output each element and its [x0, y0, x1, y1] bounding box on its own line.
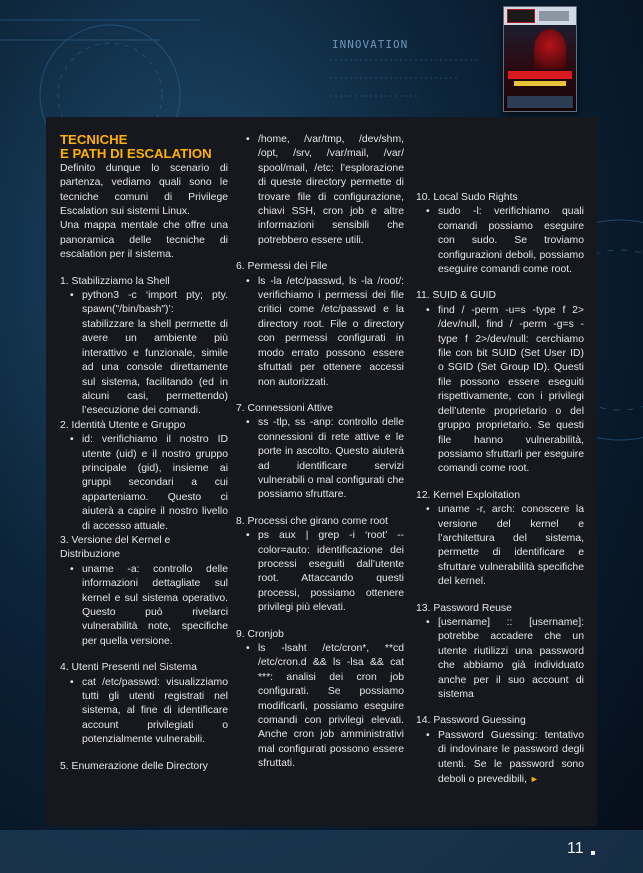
magazine-logo: [507, 9, 535, 23]
section-4-bullet: • cat /etc/passwd: visualizziamo tutti gli utenti registrati nel sistema, al fine di identificare account privilegiati o potenzialmente vulnerabili.: [60, 676, 228, 748]
section-2-bullet: • id: verifichiamo il nostro ID utente (uid) e il nostro gruppo principale (gid), insieme ai gruppi secondari a cui apparteniamo. Questo ci aiuterà a capire il nostro livello di accesso attuale.: [60, 433, 228, 534]
magazine-cover-subheadline: [514, 81, 566, 86]
section-6-bullet: • ls -la /etc/passwd, ls -la /root/: verifichiamo i permessi dei file critici come /etc/passwd e la directory root. File o directory con permessi configurati in modo errato possono essere sfruttati per ottenere accessi non autorizzati.: [236, 275, 404, 390]
magazine-cover-headline: [508, 71, 572, 79]
magazine-cover-thumbnail: [503, 6, 577, 112]
hooded-figure-image: [534, 29, 566, 69]
magazine-masthead: [504, 7, 576, 25]
section-8-title: 8. Processi che girano come root: [236, 515, 388, 527]
section-14-bullet-text: Password Guessing: tentativo di indovinare le password degli utenti. Se le password sono deboli o prevedibili,: [438, 729, 584, 786]
continue-arrow-icon: ►: [529, 774, 539, 785]
hud-text: INNOVATION: [332, 38, 409, 51]
article-column-1: [60, 133, 228, 774]
section-14-bullet: [416, 729, 584, 788]
article-column-3: [416, 133, 584, 787]
section-3-bullet: • uname -a: controllo delle informazioni dettagliate sul kernel e sul sistema operativo. Questo può rivelarci vulnerabilità note, specifiche per quella versione.: [60, 563, 228, 649]
section-2-title: 2. Identità Utente e Gruppo: [60, 419, 186, 431]
section-10-bullet: • sudo -l: verifichiamo quali comandi possiamo eseguire con sudo. Se troviamo configurazioni deboli, possiamo eseguire comandi come root.: [416, 205, 584, 277]
page-number-dot: [591, 851, 595, 855]
section-9-bullet: • ls -lsaht /etc/cron*, **cd /etc/cron.d && ls -lsa && cat ***: analisi dei cron job configurati. Se possiamo modificarli, possiamo eseguire comandi con privilegi elevati. Anche cron job amministrativi mal configurati possono essere sfruttati.: [236, 642, 404, 772]
article-title-line-2: E PATH DI ESCALATION: [60, 146, 212, 162]
section-4-title: 4. Utenti Presenti nel Sistema: [60, 662, 197, 674]
intro-paragraph-2: Una mappa mentale che offre una panoramica delle tecniche di escalation per il sistema.: [60, 220, 228, 261]
section-1-bullet: • python3 -c ‘import pty; pty. spawn("/bin/bash")’: stabilizzare la shell permette di avere un ambiente più interattivo e funzionale, simile ad una console direttamente sul sistema, facilitando (ed in alcuni casi, permettendo) l’esecuzione dei comandi.: [60, 289, 228, 419]
article-column-2: [236, 133, 404, 772]
section-13-bullet: • [username] :: [username]: potrebbe accadere che un utente riutilizzi una password che abbiamo già individuato anche per il suo account di sistema: [416, 616, 584, 702]
magazine-cover-footer: [507, 96, 573, 108]
section-7-bullet: • ss -tlp, ss -anp: controllo delle connessioni di rete attive e le porte in ascolto. Questo aiuterà ad identificare servizi vulnerabili o mal configurati che possiamo sfruttare.: [236, 416, 404, 502]
article-title-line-1: TECNICHE: [60, 132, 128, 147]
section-14-title: 14. Password Guessing: [416, 715, 526, 727]
section-5-bullet: • /home, /var/tmp, /dev/shm, /opt, /srv, /var/mail, /var/ spool/mail, /etc: l’esplorazione di queste directory permette di trovare file di configurazione, chiavi SSH, cron job e altre informazioni sensibili che potrebbero essere utili.: [236, 133, 404, 248]
article-panel: [46, 117, 597, 826]
page-number: 11: [567, 840, 584, 857]
intro-paragraph-1: Definito dunque lo scenario di partenza, vediamo quali sono le tecniche comuni di Privilege Escalation sui sistemi Linux.: [60, 162, 228, 218]
section-5-title: 5. Enumerazione delle Directory: [60, 760, 208, 772]
section-3-title: 3. Versione del Kernel e Distribuzione: [60, 534, 171, 561]
magazine-side-box: [539, 11, 569, 21]
section-6-title: 6. Permessi dei File: [236, 261, 328, 273]
section-12-bullet: • uname -r, arch: conoscere la versione del kernel e l’architettura del sistema, permette di identificare e sfruttare vulnerabilità specifiche del kernel.: [416, 503, 584, 589]
section-11-bullet: • find / -perm -u=s -type f 2> /dev/null, find / -perm -g=s -type f 2>/dev/null: cerchiamo file con bit SUID (Set User ID) o SGID (Set Group ID). Questi file possono essere eseguiti rispettivamente, con i privilegi dell’utente proprietario o del gruppo proprietario. Se questi file hanno vulnerabilità, possiamo sfruttarli per eseguire comandi come root.: [416, 304, 584, 477]
section-1-title: 1. Stabilizziamo la Shell: [60, 275, 170, 287]
section-8-bullet: • ps aux | grep -i ‘root’ --color=auto: identificazione dei processi eseguiti dall’utente root. Attaccando questi processi, possiamo ottenere privilegi più elevati.: [236, 529, 404, 615]
section-13-title: 13. Password Reuse: [416, 602, 512, 614]
section-10-title: 10. Local Sudo Rights: [416, 192, 518, 203]
section-7-title: 7. Connessioni Attive: [236, 402, 334, 414]
section-11-title: 11. SUID & GUID: [416, 290, 497, 302]
section-12-title: 12. Kernel Exploitation: [416, 489, 520, 501]
section-9-title: 9. Cronjob: [236, 628, 284, 640]
